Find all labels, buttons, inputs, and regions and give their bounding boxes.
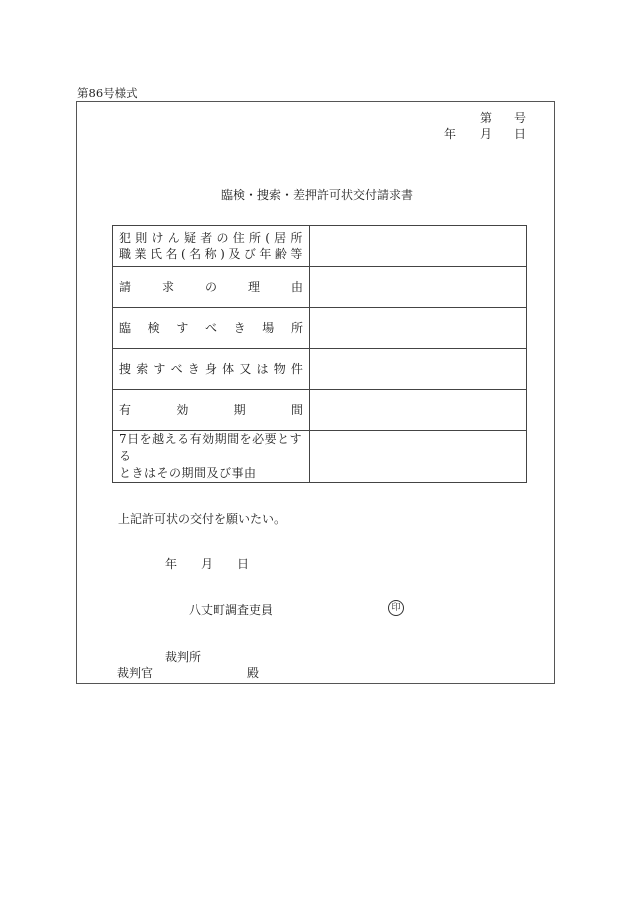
- request-text: 上記許可状の交付を願いたい。: [118, 512, 287, 526]
- table-row: [113, 390, 527, 431]
- label-line: ときはその期間及び事由: [119, 466, 257, 480]
- row-value[interactable]: [310, 267, 527, 308]
- table-row: [113, 431, 527, 483]
- request-table: [112, 225, 527, 483]
- row-value[interactable]: [310, 308, 527, 349]
- sign-month: 月: [201, 557, 214, 571]
- table-row: [113, 226, 527, 267]
- judge: 裁判官: [117, 666, 154, 680]
- form-number: 第86号様式: [77, 86, 138, 100]
- sign-day: 日: [237, 557, 250, 571]
- sign-year: 年: [165, 557, 178, 571]
- row-value[interactable]: [310, 349, 527, 390]
- row-value[interactable]: [310, 226, 527, 267]
- document-title: 臨検・捜索・差押許可状交付請求書: [221, 188, 414, 202]
- row-label: [113, 226, 310, 267]
- table-row: [113, 308, 527, 349]
- table-row: [113, 349, 527, 390]
- label-line: 7日を越える有効期間を必要とする: [119, 432, 303, 463]
- row-label: 捜 索 す べ き 身 体 又 は 物 件: [119, 362, 303, 376]
- row-value[interactable]: [310, 390, 527, 431]
- row-label: [113, 431, 310, 483]
- label-line: 犯 則 け ん 疑 者 の 住 所 ( 居 所: [119, 231, 303, 245]
- number-go: 号: [514, 111, 527, 125]
- table-row: [113, 267, 527, 308]
- row-label: 臨 検 す べ き 場 所: [119, 321, 303, 335]
- header-month: 月: [480, 127, 493, 141]
- court: 裁判所: [165, 650, 202, 664]
- row-label: 請 求 の 理 由: [119, 280, 303, 294]
- seal-mark: 印: [388, 600, 404, 616]
- honorific: 殿: [247, 666, 260, 680]
- row-value[interactable]: [310, 431, 527, 483]
- label-line: 職 業 氏 名 ( 名 称 ) 及 び 年 齢 等: [119, 247, 303, 261]
- header-day: 日: [514, 127, 527, 141]
- applicant: 八丈町調査吏員: [189, 603, 274, 617]
- row-label: 有 効 期 間: [119, 403, 303, 417]
- number-dai: 第: [480, 111, 493, 125]
- header-year: 年: [444, 127, 457, 141]
